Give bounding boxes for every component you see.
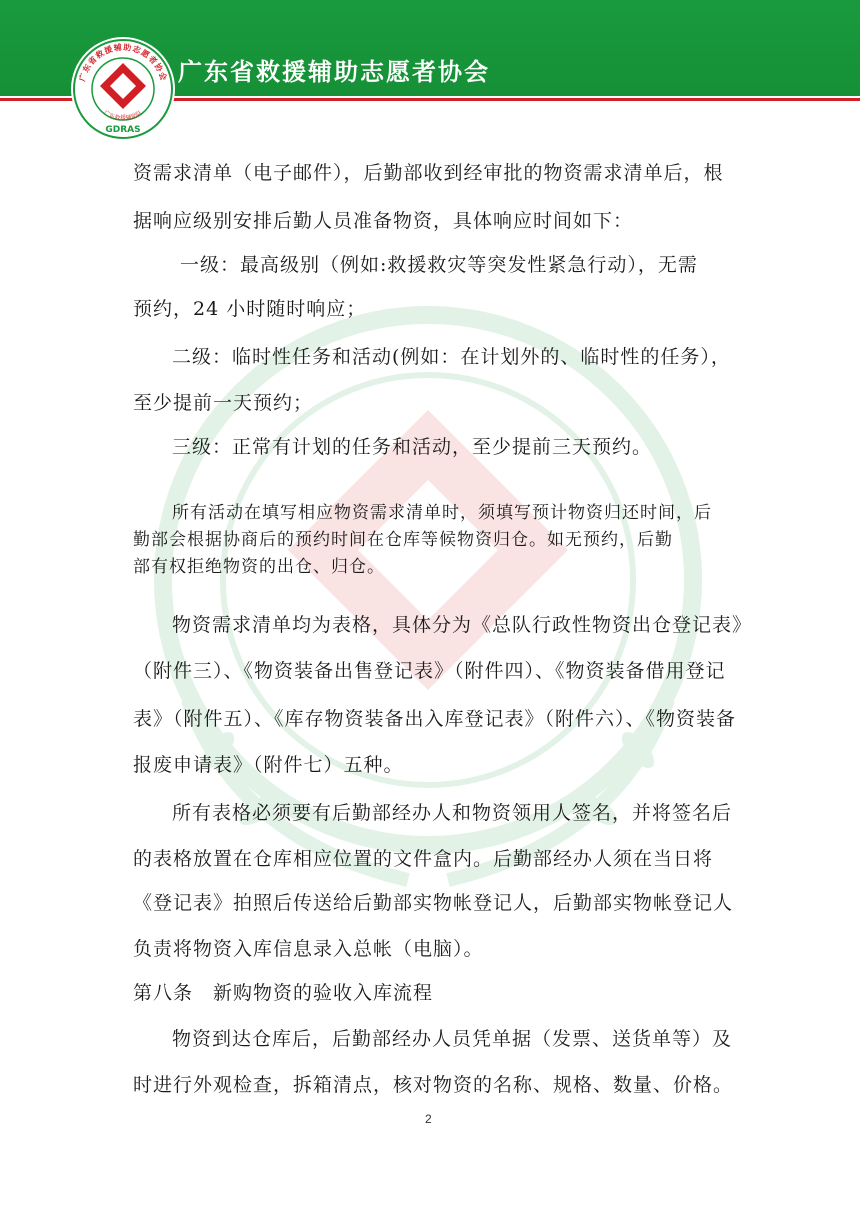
body-line: 《登记表》拍照后传送给后勤部实物帐登记人，后勤部实物帐登记人 [133,892,734,914]
body-line: 资需求清单（电子邮件），后勤部收到经审批的物资需求清单后，根 [133,162,724,184]
body-line: 所有活动在填写相应物资需求清单时，须填写预计物资归还时间，后 [172,503,712,523]
body-line: 物资到达仓库后，后勤部经办人员凭单据（发票、送货单等）及 [172,1028,733,1050]
body-line: 所有表格必须要有后勤部经办人和物资领用人签名，并将签名后 [172,802,733,824]
svg-text:GDRAS: GDRAS [105,125,141,135]
page-number: 2 [425,1112,432,1126]
body-line: 部有权拒绝物资的出仓、归仓。 [133,557,385,577]
org-title: 广东省救援辅助志愿者协会 [178,58,490,86]
body-line: 勤部会根据协商后的预约时间在仓库等候物资归仓。如无预约，后勤 [133,530,673,550]
section-heading: 第八条 新购物资的验收入库流程 [133,982,434,1004]
body-line: 时进行外观检查，拆箱清点，核对物资的名称、规格、数量、价格。 [133,1074,734,1096]
body-line: 预约，24 小时随时响应； [133,298,367,320]
svg-text:广东救援辅助队: 广东救援辅助队 [102,109,144,123]
body-line: 物资需求清单均为表格，具体分为《总队行政性物资出仓登记表》 [172,614,753,636]
body-line: 的表格放置在仓库相应位置的文件盒内。后勤部经办人须在当日将 [133,848,714,870]
body-line: 三级：正常有计划的任务和活动，至少提前三天预约。 [172,436,653,458]
body-line: （附件三）、《物资装备出售登记表》（附件四）、《物资装备借用登记 [133,660,726,682]
body-line: 一级：最高级别（例如:救援救灾等突发性紧急行动），无需 [180,254,698,276]
body-line: 至少提前一天预约； [133,392,314,414]
svg-text:广东省救援辅助志愿者协会: 广东省救援辅助志愿者协会 [77,42,169,83]
body-line: 二级：临时性任务和活动(例如：在计划外的、临时性的任务）， [172,346,731,368]
body-line: 报废申请表》（附件七）五种。 [133,754,404,776]
body-line: 负责将物资入库信息录入总帐（电脑）。 [133,938,484,960]
body-line: 表》（附件五）、《库存物资装备出入库登记表》（附件六）、《物资装备 [133,708,737,730]
body-line: 据响应级别安排后勤人员准备物资，具体响应时间如下： [133,210,634,232]
